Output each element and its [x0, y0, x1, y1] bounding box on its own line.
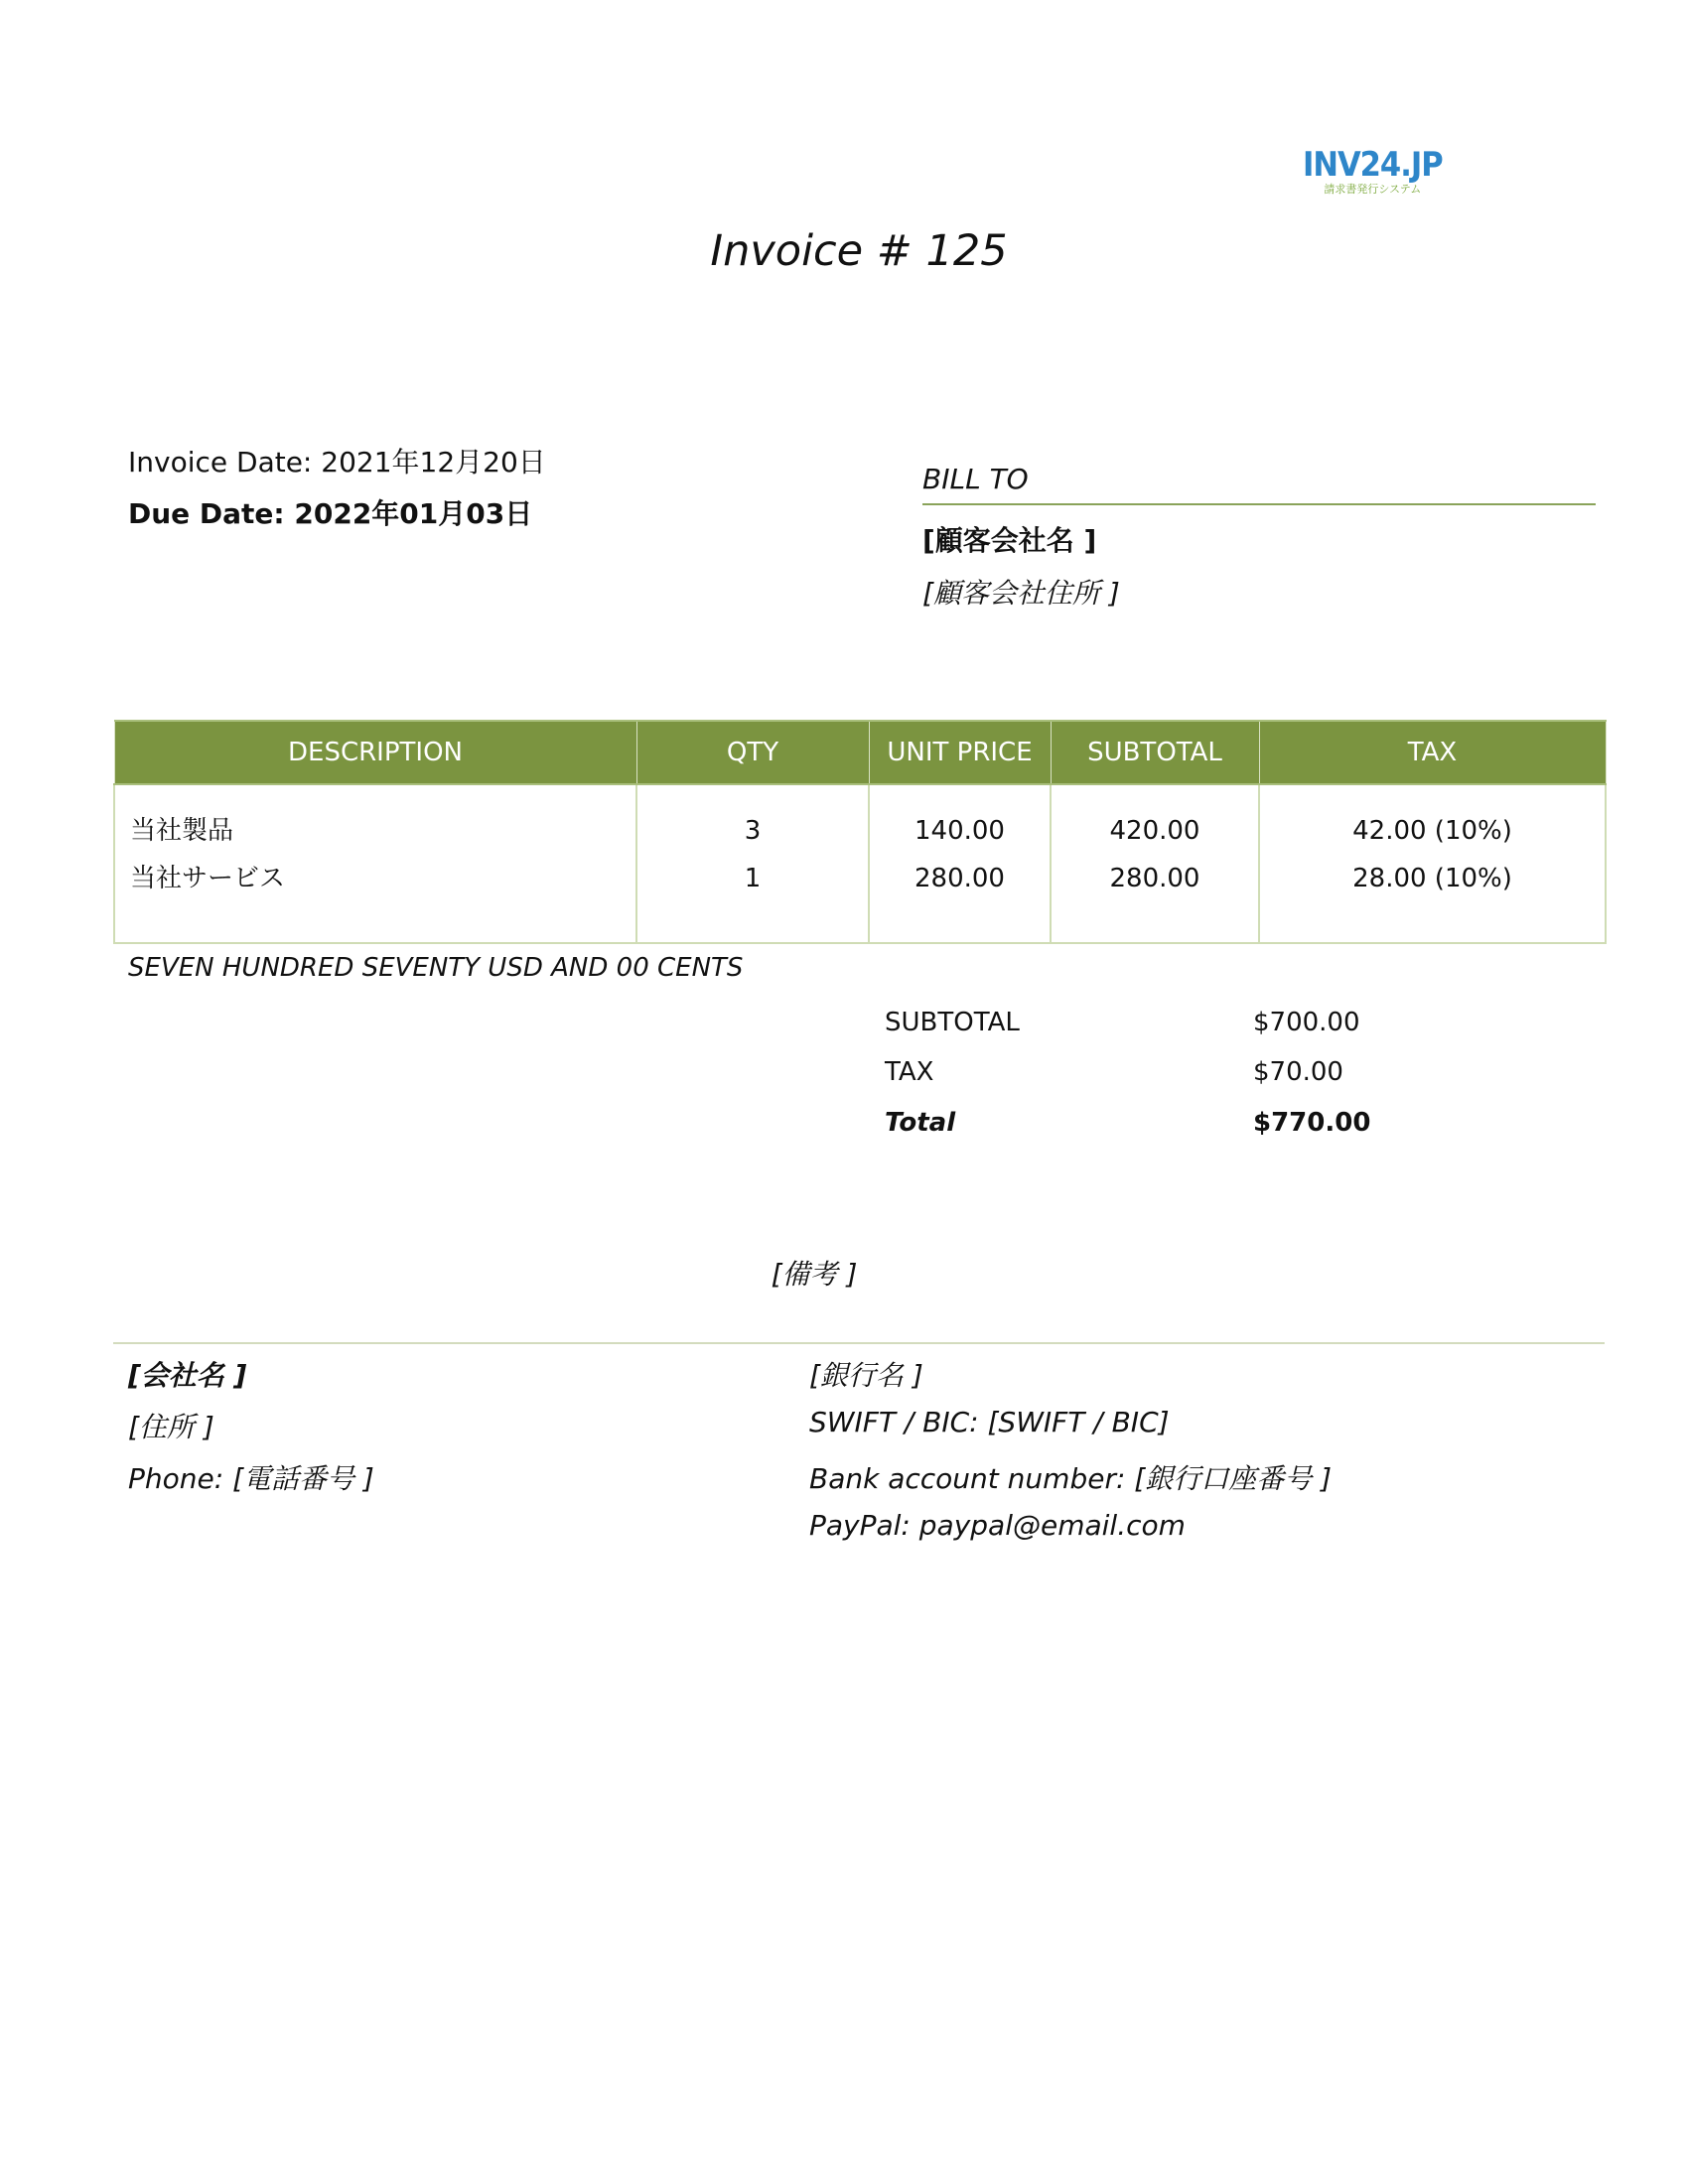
bill-to-address: [顧客会社住所 ] [922, 577, 1120, 610]
header-qty: QTY [636, 721, 869, 784]
footer-company-name: [会社名 ] [128, 1359, 247, 1392]
footer-phone: Phone: [電話番号 ] [128, 1462, 374, 1495]
due-date [128, 492, 532, 532]
item-subtotal: 280.00 [1109, 864, 1200, 893]
notes: [備考 ] [771, 1258, 858, 1291]
line-items-table [113, 720, 1607, 944]
footer-account-number: Bank account number: [銀行口座番号 ] [809, 1462, 1333, 1495]
due-date-value: 2022年01月03日 [294, 497, 533, 530]
description-cell [114, 784, 636, 943]
header-tax: TAX [1259, 721, 1606, 784]
invoice-date-label: Invoice Date: [128, 446, 313, 478]
bill-to-heading: BILL TO [922, 463, 1596, 505]
summary-total-label: Total [885, 1108, 956, 1138]
logo-subtitle: 請求書発行システム [1324, 183, 1422, 196]
item-unit-price: 140.00 [914, 816, 1005, 846]
footer-address: [住所 ] [128, 1411, 214, 1443]
header-subtotal: SUBTOTAL [1051, 721, 1259, 784]
header-unit-price: UNIT PRICE [869, 721, 1051, 784]
item-description: 当社サービス [130, 864, 286, 893]
item-tax: 28.00 (10%) [1352, 864, 1512, 893]
logo-text: INV24.JP [1303, 145, 1443, 185]
footer-swift: SWIFT / BIC: [SWIFT / BIC] [809, 1406, 1170, 1438]
tax-cell [1259, 784, 1606, 943]
footer-divider [113, 1342, 1605, 1344]
company-logo [1303, 147, 1443, 197]
summary-total-value: $770.00 [1253, 1108, 1371, 1138]
item-tax: 42.00 (10%) [1352, 816, 1512, 846]
item-subtotal: 420.00 [1109, 816, 1200, 846]
item-qty: 3 [744, 816, 762, 846]
header-description: DESCRIPTION [114, 721, 636, 784]
summary-tax-value: $70.00 [1253, 1057, 1343, 1087]
qty-cell [636, 784, 869, 943]
item-unit-price: 280.00 [914, 864, 1005, 893]
amount-in-words: SEVEN HUNDRED SEVENTY USD AND 00 CENTS [128, 953, 744, 983]
summary-tax-label: TAX [885, 1057, 934, 1087]
invoice-title: Invoice # 125 [710, 226, 1008, 276]
footer-paypal: PayPal: paypal@email.com [809, 1509, 1186, 1542]
unit-price-cell [869, 784, 1051, 943]
invoice-date-value: 2021年12月20日 [321, 446, 546, 478]
item-description: 当社製品 [130, 816, 234, 846]
bill-to-name: [顧客会社名 ] [922, 524, 1097, 557]
invoice-date [128, 441, 546, 480]
subtotal-cell [1051, 784, 1259, 943]
summary-subtotal-label: SUBTOTAL [885, 1008, 1020, 1037]
footer-bank-name: [銀行名 ] [809, 1359, 923, 1392]
due-date-label: Due Date: [128, 497, 285, 530]
table-row [114, 784, 1606, 943]
table-header-row [114, 721, 1606, 784]
summary-subtotal-value: $700.00 [1253, 1008, 1360, 1037]
item-qty: 1 [744, 864, 762, 893]
